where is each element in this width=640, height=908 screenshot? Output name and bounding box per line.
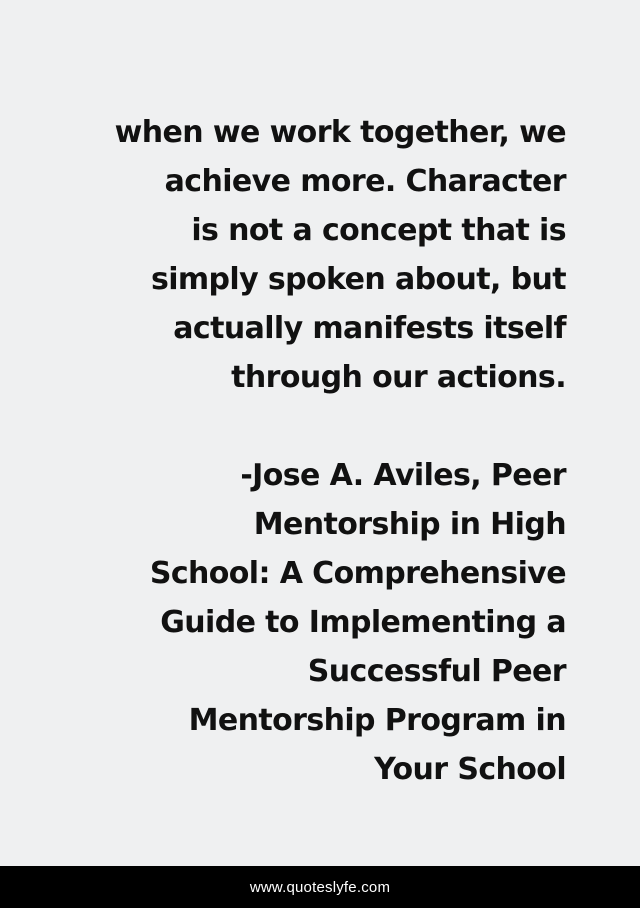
quote-line: simply spoken about, but [150, 262, 566, 297]
quote-line: through our actions. [231, 360, 566, 395]
quote-block [46, 108, 566, 794]
attribution-line: Successful Peer [307, 654, 566, 689]
quote-line: is not a concept that is [191, 213, 566, 248]
quote-line: achieve more. Character [164, 164, 566, 199]
attribution-line: Your School [374, 752, 566, 787]
spacer [46, 402, 566, 451]
attribution-line: -Jose A. Aviles, Peer [240, 458, 566, 493]
attribution-line: Mentorship in High [253, 507, 566, 542]
quote-line: when we work together, we [114, 115, 566, 150]
attribution-line: Guide to Implementing a [160, 605, 566, 640]
attribution-line: Mentorship Program in [188, 703, 566, 738]
quote-line: actually manifests itself [173, 311, 566, 346]
footer-bar [0, 866, 640, 908]
attribution-line: School: A Comprehensive [149, 556, 566, 591]
site-url[interactable]: www.quoteslyfe.com [249, 878, 391, 896]
